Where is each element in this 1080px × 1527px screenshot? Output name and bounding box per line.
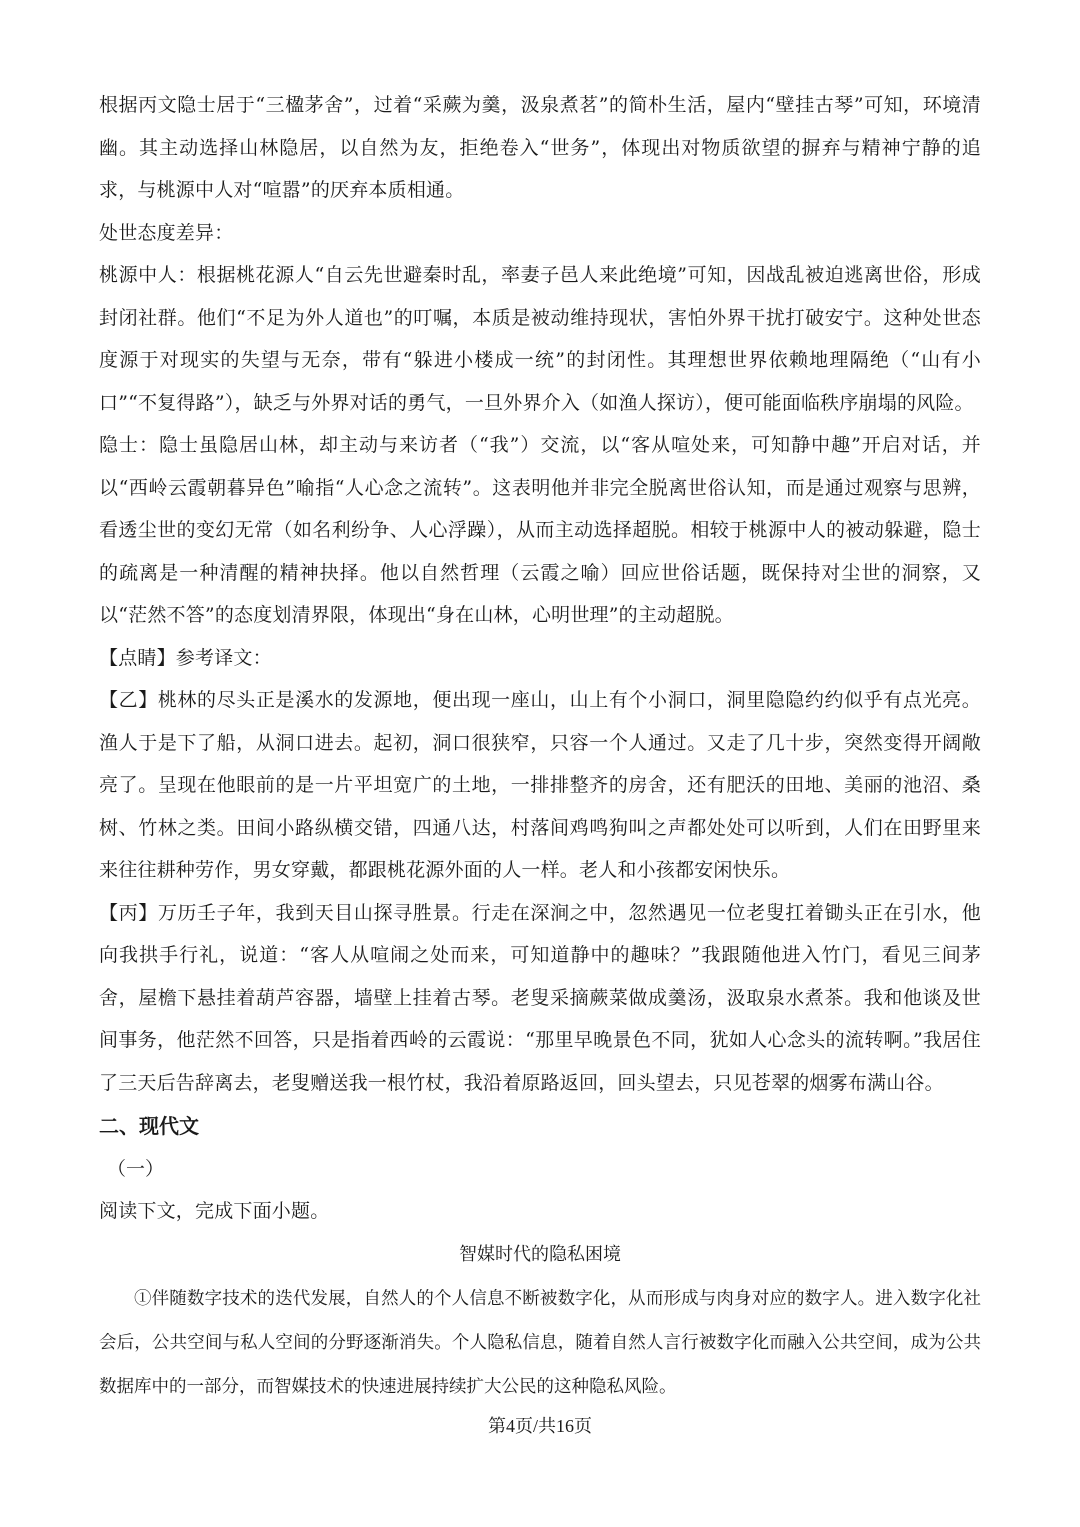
translation-bing: 【丙】万历壬子年，我到天目山探寻胜景。行走在深涧之中，忽然遇见一位老叟扛着锄头正在引水，他向我拱手行礼，说道：“客人从喧闹之处而来，可知道静中的趣味？”我跟随他进入竹门，看见三间茅舍，屋檐下悬挂着葫芦容器，墙壁上挂着古琴。老叟采摘蕨菜做成羹汤，汲取泉水煮茶。我和他谈及世间事务，他茫然不回答，只是指着西岭的云霞说：“那里早晚景色不同，犹如人心念头的流转啊。”我居住了三天后告辞离去，老叟赠送我一根竹杖，我沿着原路返回，回头望去，只见苍翠的烟雾布满山谷。 bbox=[99, 901, 981, 1094]
analysis-paragraph: 根据丙文隐士居于“三楹茅舍”，过着“采蕨为羹，汲泉煮茗”的简朴生活，屋内“壁挂古琴”可知，环境清幽。其主动选择山林隐居，以自然为友，拒绝卷入“世务”，体现出对物质欲望的摒弃与精神宁静的追求，与桃源中人对“喧嚣”的厌弃本质相通。 bbox=[99, 94, 981, 201]
hermit-paragraph: 隐士：隐士虽隐居山林，却主动与来访者（“我”）交流，以“客从喧处来，可知静中趣”开启对话，并以“西岭云霞朝暮异色”喻指“人心念之流转”。这表明他并非完全脱离世俗认知，而是通过观察与思辨，看透尘世的变幻无常（如名利纷争、人心浮躁），从而主动选择超脱。相较于桃源中人的被动躲避，隐士的疏离是一种清醒的精神抉择。他以自然哲理（云霞之喻）回应世俗话题，既保持对尘世的洞察，又以“茫然不答”的态度划清界限，体现出“身在山林，心明世理”的主动超脱。 bbox=[99, 434, 981, 626]
dianjing-heading: 【点睛】参考译文： bbox=[99, 646, 272, 669]
section-instruction: 阅读下文，完成下面小题。 bbox=[99, 1200, 330, 1222]
article-title: 智媒时代的隐私困境 bbox=[459, 1243, 621, 1265]
section-heading: 二、现代文 bbox=[99, 1114, 199, 1138]
attitude-heading: 处世态度差异： bbox=[99, 221, 234, 244]
page-footer: 第4页/共16页 bbox=[487, 1416, 592, 1436]
section-subheading: （一） bbox=[107, 1158, 165, 1180]
taoyuan-paragraph: 桃源中人：根据桃花源人“自云先世避秦时乱，率妻子邑人来此绝境”可知，因战乱被迫逃离世俗，形成封闭社群。他们“不足为外人道也”的叮嘱，本质是被动维持现状，害怕外界干扰打破安宁。这种处世态度源于对现实的失望与无奈，带有“躲进小楼成一统”的封闭性。其理想世界依赖地理隔绝（“山有小口”“不复得路”），缺乏与外界对话的勇气，一旦外界介入（如渔人探访），便可能面临秩序崩塌的风险。 bbox=[99, 264, 981, 414]
translation-yi: 【乙】桃林的尽头正是溪水的发源地，便出现一座山，山上有个小洞口，洞里隐隐约约似乎有点光亮。渔人于是下了船，从洞口进去。起初，洞口很狭窄，只容一个人通过。又走了几十步，突然变得开阔敞亮了。呈现在他眼前的是一片平坦宽广的土地，一排排整齐的房舍，还有肥沃的田地、美丽的池沼、桑树、竹林之类。田间小路纵横交错，四通八达，村落间鸡鸣狗叫之声都处处可以听到，人们在田野里来来往往耕种劳作，男女穿戴，都跟桃花源外面的人一样。老人和小孩都安闲快乐。 bbox=[99, 689, 981, 881]
page-body bbox=[99, 84, 981, 1409]
article-paragraph-1: ①伴随数字技术的迭代发展，自然人的个人信息不断被数字化，从而形成与肉身对应的数字人。进入数字化社会后，公共空间与私人空间的分野逐渐消失。个人隐私信息，随着自然人言行被数字化而融入公共空间，成为公共数据库中的一部分，而智媒技术的快速进展持续扩大公民的这种隐私风险。 bbox=[99, 1288, 981, 1397]
